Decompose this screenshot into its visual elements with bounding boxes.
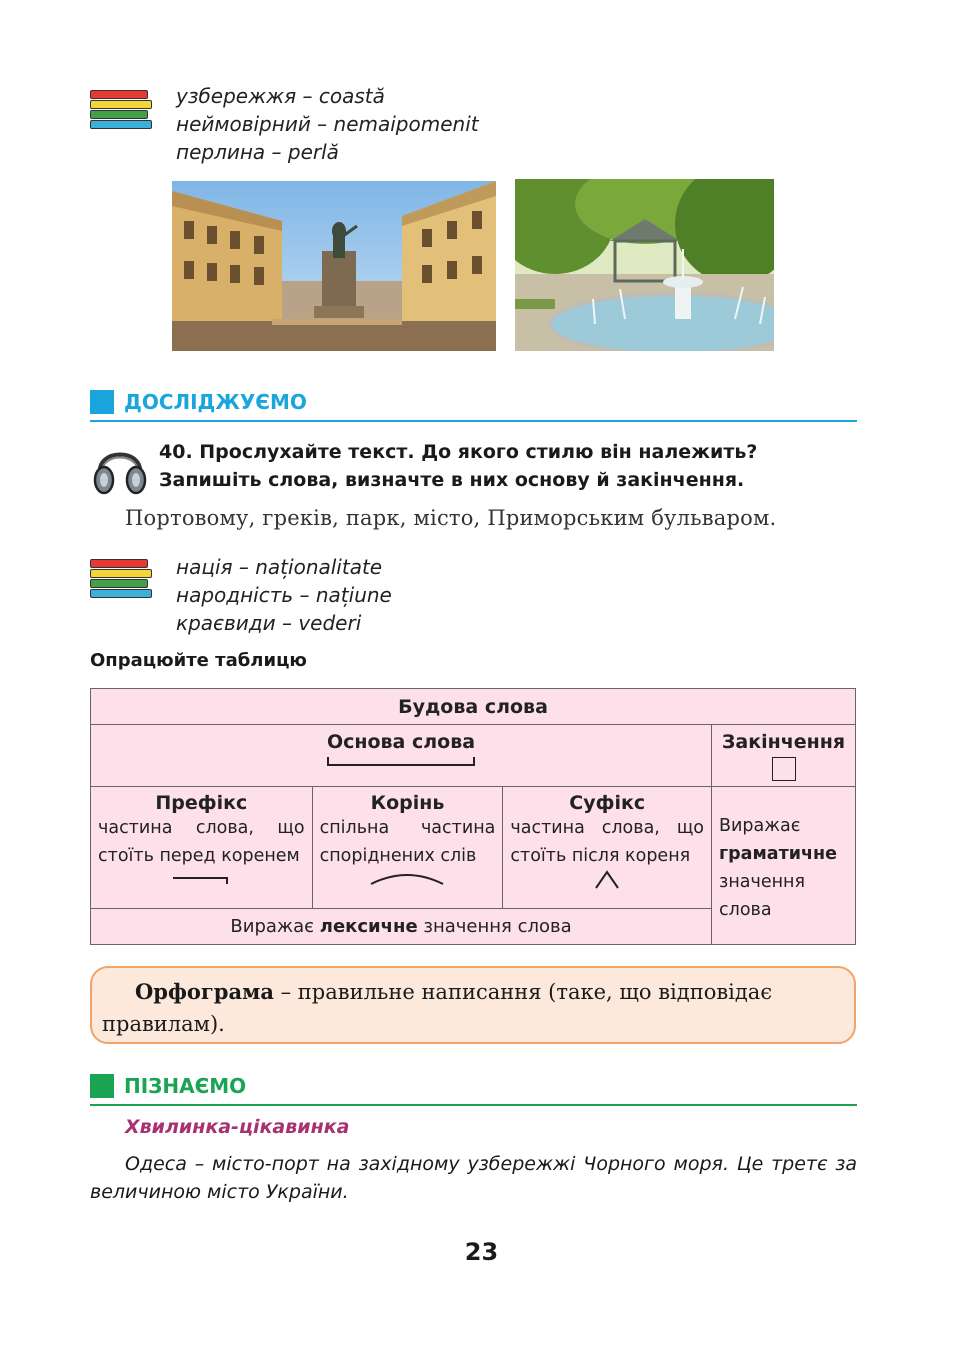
books-icon (90, 557, 152, 609)
lexical-text: Виражає (230, 916, 315, 937)
vocab-list-1 (176, 82, 479, 166)
suffix-description: частина слова, що стоїть після кореня (510, 818, 705, 866)
vocab-item: перлина – perlă (176, 140, 339, 164)
vocab-item: неймовірний – nemaipomenit (176, 112, 479, 136)
section-learn-header (90, 1072, 857, 1102)
table-instruction: Опрацюйте таблицю (90, 650, 307, 671)
section-marker (90, 390, 114, 414)
ending-description (712, 812, 855, 924)
suffix-cell (503, 787, 712, 909)
prefix-description: частина слова, що стоїть перед коренем (98, 818, 305, 866)
stem-cell (91, 725, 712, 787)
lexical-bold: лексичне (319, 916, 418, 937)
ending-box-icon (772, 757, 796, 781)
prefix-mark-icon (171, 870, 231, 886)
root-arc-icon (369, 870, 445, 886)
ending-description-cell (712, 787, 856, 945)
vocab-item: нація – naționalitate (176, 555, 383, 579)
suffix-caret-icon (594, 870, 620, 890)
table-title: Будова слова (91, 689, 856, 725)
stem-bracket-icon (326, 755, 476, 769)
suffix-label: Суфікс (569, 792, 646, 814)
word-list: Портовому, греків, парк, місто, Приморським бульваром. (125, 506, 777, 530)
park-fountain-photo (515, 179, 774, 351)
fun-fact-text: Одеса – місто-порт на західному узбережжі Чорного моря. Це третє за величиною місто України. (90, 1153, 857, 1203)
fun-fact-heading: Хвилинка-цікавинка (125, 1116, 350, 1138)
vocab-item: узбережжя – coastă (176, 84, 385, 108)
ending-desc-text: значення слова (719, 871, 806, 920)
section-divider (90, 1104, 857, 1106)
section-divider (90, 420, 857, 422)
headphones-icon (90, 438, 150, 496)
vocab-item: народність – națiune (176, 583, 392, 607)
root-description: спільна частина споріднених слів (319, 818, 496, 866)
definition-term: Орфограма (135, 979, 274, 1004)
definition-callout (90, 966, 856, 1044)
section-research-header (90, 388, 857, 418)
section-title: ПІЗНАЄМО (124, 1074, 247, 1098)
ending-label: Закінчення (721, 731, 846, 753)
ending-desc-bold: граматичне (719, 843, 837, 864)
prefix-label: Префікс (155, 792, 248, 814)
city-square-statue-photo (172, 181, 496, 351)
lexical-text: значення слова (423, 916, 572, 937)
section-marker (90, 1074, 114, 1098)
prefix-cell (91, 787, 313, 909)
ending-cell (712, 725, 856, 787)
ending-desc-text: Виражає (719, 815, 801, 836)
word-structure-table (90, 688, 856, 945)
root-label: Корінь (370, 792, 445, 814)
section-title: ДОСЛІДЖУЄМО (124, 390, 307, 414)
books-icon (90, 88, 152, 140)
vocab-item: краєвиди – vederi (176, 611, 362, 635)
root-cell (312, 787, 503, 909)
stem-label: Основа слова (326, 731, 476, 753)
page-number: 23 (464, 1238, 499, 1266)
definition-text: – правильне написання (таке, що відповідає правилам). (102, 980, 773, 1036)
lexical-meaning-cell (91, 909, 712, 945)
vocab-list-2 (176, 553, 392, 637)
task-40-instruction: 40. Прослухайте текст. До якого стилю він належить? Запишіть слова, визначте в них основу й закінчення. (159, 441, 758, 491)
